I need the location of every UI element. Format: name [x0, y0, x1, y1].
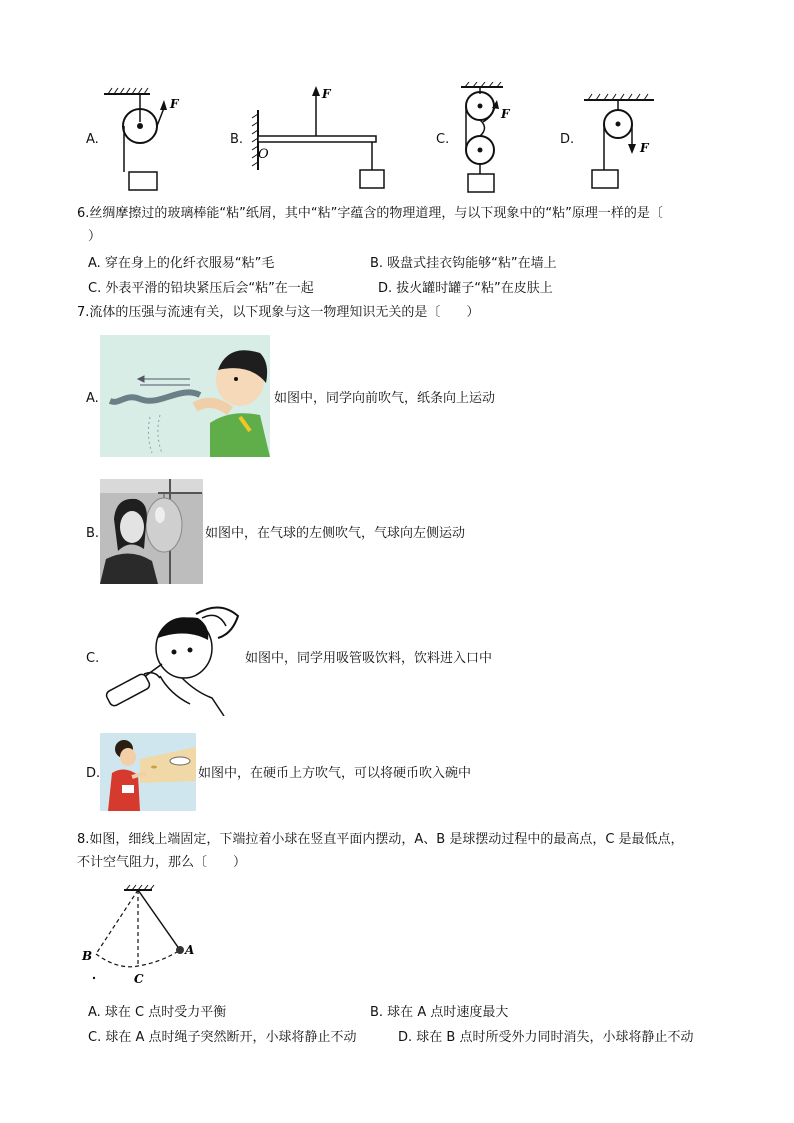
q7-figure-a-blowing-paper [100, 335, 270, 457]
q8-point-a-label: A [185, 943, 195, 957]
q8-stem-line2: 不计空气阻力，那么〔 ） [77, 855, 247, 870]
q5-b-force-label: F [322, 87, 331, 101]
q5-option-d-label: D. [560, 132, 575, 147]
q8-option-a: A. 球在 C 点时受力平衡 [88, 1005, 227, 1020]
q5-option-c-label: C. [436, 132, 450, 147]
q6-option-b: B. 吸盘式挂衣钩能够“粘”在墙上 [370, 256, 557, 271]
q7-option-b-text: 如图中，在气球的左侧吹气，气球向左侧运动 [205, 526, 466, 541]
q7-option-d-text: 如图中，在硬币上方吹气，可以将硬币吹入碗中 [198, 766, 472, 781]
q8-option-d: D. 球在 B 点时所受外力同时消失，小球将静止不动 [398, 1030, 694, 1045]
q7-option-c-label: C. [86, 651, 100, 666]
q7-figure-b-balloon-photo [100, 479, 203, 584]
q6-option-c: C. 外表平滑的铅块紧压后会“粘”在一起 [88, 281, 314, 296]
q8-point-b-label: B [82, 949, 93, 963]
q6-option-a: A. 穿在身上的化纤衣服易“粘”毛 [88, 256, 275, 271]
q6-stem-line1: 6.丝绸摩擦过的玻璃棒能“粘”纸屑，其中“粘”字蕴含的物理道理，与以下现象中的“粘”原理一样的是〔 [77, 206, 663, 221]
q7-option-a-text: 如图中，同学向前吹气，纸条向上运动 [274, 391, 496, 406]
q7-option-b-label: B. [86, 526, 100, 541]
q5-option-a-label: A. [86, 132, 99, 147]
q5-figure-d-fixed-pulley [582, 92, 662, 192]
q7-figure-c-drinking-straw [100, 598, 242, 716]
q7-option-c-text: 如图中，同学用吸管吸饮料，饮料进入口中 [245, 651, 493, 666]
q7-stem: 7.流体的压强与流速有关，以下现象与这一物理知识无关的是〔 ） [77, 305, 480, 320]
q8-figure-pendulum [78, 882, 203, 987]
q7-option-a-label: A. [86, 391, 99, 406]
q5-figure-c-pulley-block [455, 82, 525, 194]
q5-b-pivot-label: O [258, 147, 269, 162]
q8-point-c-label: C [134, 972, 144, 986]
q8-option-b: B. 球在 A 点时速度最大 [370, 1005, 509, 1020]
q8-option-c: C. 球在 A 点时绳子突然断开，小球将静止不动 [88, 1030, 357, 1045]
q7-figure-d-coin-bowl [100, 733, 196, 811]
q5-c-force-label: F [501, 107, 510, 121]
q5-d-force-label: F [640, 141, 649, 155]
q5-figure-a-fixed-pulley [100, 86, 190, 192]
q7-option-d-label: D. [86, 766, 101, 781]
q6-option-d: D. 拔火罐时罐子“粘”在皮肤上 [378, 281, 553, 296]
q8-stem-line1: 8.如图，细线上端固定，下端拉着小球在竖直平面内摆动，A、B 是球摆动过程中的最高点，C 是最低点， [77, 832, 684, 847]
q5-option-b-label: B. [230, 132, 244, 147]
q5-a-force-label: F [170, 97, 179, 111]
q6-stem-line2: ） [88, 229, 102, 244]
q5-figure-b-lever [250, 84, 390, 192]
